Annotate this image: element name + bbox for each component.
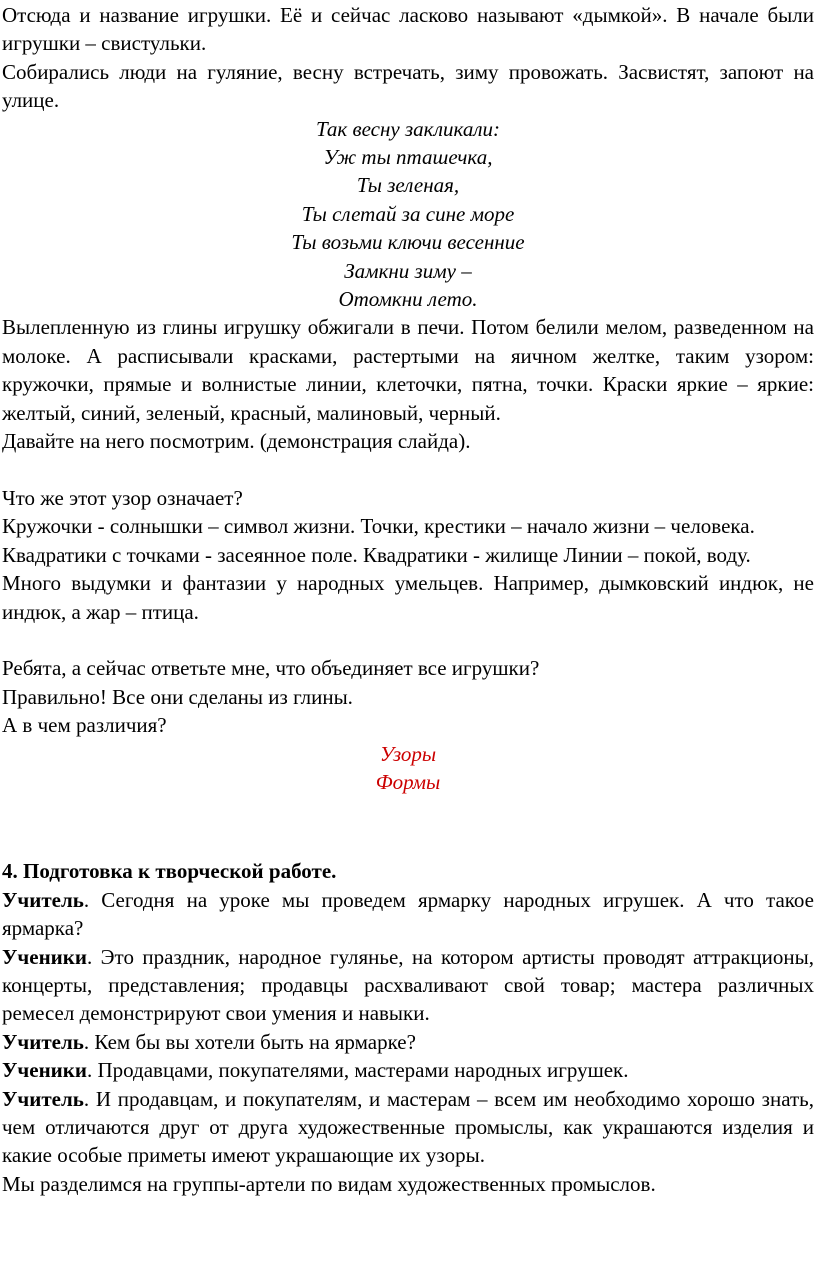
dialog-line: Ученики. Продавцами, покупателями, мастерами народных игрушек. bbox=[2, 1058, 629, 1083]
speaker-name: Ученики bbox=[2, 1058, 87, 1083]
speaker-name: Учитель bbox=[2, 887, 84, 912]
fantasy-paragraph: Много выдумки и фантазии у народных умельцев. Например, дымковский индюк, не индюк, а жар – птица. bbox=[2, 571, 814, 624]
blank-line bbox=[2, 456, 814, 484]
dialog-line: Учитель. Кем бы вы хотели быть на ярмарке? bbox=[2, 1029, 416, 1054]
blank-space bbox=[2, 796, 814, 857]
pattern-question: Что же этот узор означает? bbox=[2, 485, 243, 510]
poem-line: Ты слетай за сине море bbox=[301, 201, 515, 226]
poem-line: Уж ты пташечка, bbox=[323, 145, 493, 170]
closing-paragraph: Мы разделимся на группы-артели по видам художественных промыслов. bbox=[2, 1171, 656, 1196]
speaker-name: Учитель bbox=[2, 1086, 84, 1111]
speaker-name: Учитель bbox=[2, 1029, 84, 1054]
answer-forms: Формы bbox=[375, 769, 441, 794]
speaker-name: Ученики bbox=[2, 944, 87, 969]
section-heading: 4. Подготовка к творческой работе. bbox=[2, 859, 337, 884]
slide-demo-paragraph: Давайте на него посмотрим. (демонстрация слайда). bbox=[2, 429, 471, 454]
dialog-line: Учитель. И продавцам, и покупателям, и мастерам – всем им необходимо хорошо знать, чем отличаются друг от друга художественные промыслы, как украшаются изделия и какие особые приметы имеют украшающие их узоры. bbox=[2, 1086, 814, 1168]
poem-block bbox=[2, 115, 814, 314]
differences-question: А в чем различия? bbox=[2, 713, 167, 738]
answers-block bbox=[2, 740, 814, 797]
dialog-line: Учитель. Сегодня на уроке мы проведем ярмарку народных игрушек. А что такое ярмарка? bbox=[2, 887, 814, 941]
intro-paragraph-1: Отсюда и название игрушки. Её и сейчас ласково называют «дымкой». В начале были игрушки – свистульки. bbox=[2, 3, 814, 56]
poem-line: Замкни зиму – bbox=[344, 258, 472, 283]
poem-line: Отомкни лето. bbox=[338, 287, 478, 312]
intro-paragraph-2: Собирались люди на гуляние, весну встречать, зиму провожать. Засвистят, запоют на улице. bbox=[2, 59, 814, 113]
unite-question: Ребята, а сейчас ответьте мне, что объединяет все игрушки? bbox=[2, 656, 540, 681]
poem-line: Так весну закликали: bbox=[315, 116, 500, 141]
dialog-line: Ученики. Это праздник, народное гулянье, на котором артисты проводят аттракционы, концерты, представления; продавцы расхваливают свой товар; мастера различных ремесел демонстрируют свои умения и навыки. bbox=[2, 944, 814, 1026]
poem-line: Ты возьми ключи весенние bbox=[291, 230, 525, 255]
squares-meaning-paragraph: Квадратики с точками - засеянное поле. Квадратики - жилище Линии – покой, воду. bbox=[2, 542, 751, 567]
circles-meaning-paragraph: Кружочки - солнышки – символ жизни. Точки, крестики – начало жизни – человека. bbox=[2, 514, 755, 539]
blank-line bbox=[2, 626, 814, 654]
painting-paragraph: Вылепленную из глины игрушку обжигали в печи. Потом белили мелом, разведенном на молоке. А расписывали красками, растертыми на яичном желтке, таким узором: кружочки, прямые и волнистые линии, клеточки, пятна, точки. Краски яркие – яркие: желтый, синий, зеленый, красный, малиновый, черный. bbox=[2, 315, 814, 425]
answer-patterns: Узоры bbox=[379, 741, 437, 766]
poem-line: Ты зеленая, bbox=[356, 173, 460, 198]
clay-answer: Правильно! Все они сделаны из глины. bbox=[2, 684, 353, 709]
